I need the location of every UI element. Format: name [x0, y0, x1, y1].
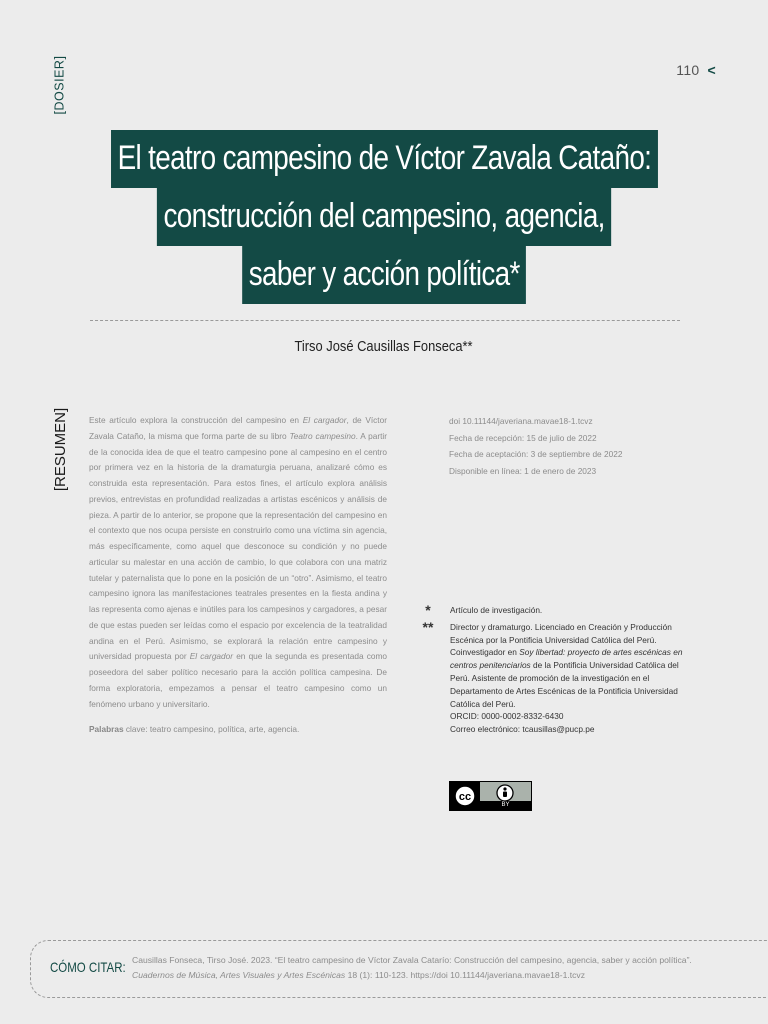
- footnote-1: [415, 604, 695, 617]
- title-text-3: saber y acción política*: [242, 246, 526, 304]
- footnote-mark-1: *: [425, 602, 431, 618]
- abstract-work-title-2: Teatro campesino: [289, 430, 356, 441]
- attribution-person-icon: [496, 784, 514, 802]
- footnotes: [415, 604, 695, 740]
- abstract-seg-3: . A partir de la conocida idea de que el teatro campesino pone al campesino en el centro por primera vez en la historia de la dramaturgia peruana, analizaré cómo es construida esta representación. Para estos fines, el artículo explora análisis previos, entrevistas en profundidad realizadas a artistas escénicos y análisis de pieza. A partir de lo anterior, se propone que la representación del campesino en el contexto que nos ocupa persiste en construirlo como una víctima sin agencia, más específicamente, como aquel que desconoce su condición y no puede articular su malestar en una acción de cambio, lo que colabora con una matriz tutelar y paternalista que lo pone en la posición de un “otro”. Asimismo, el teatro campesino ignora las manifestaciones teatrales presentes en la fiesta andina y las representa como ajenas e inútiles para los campesinos y cargadores, a pesar de que estas pueden ser leídas como el espacio por excelencia de la teatralidad andina en el Perú. Asimismo, se explorará la relación entre campesino y universidad propuesta por: [89, 430, 387, 662]
- abstract-tag-text: [RESUMEN]: [52, 407, 70, 491]
- page-number: [676, 62, 716, 78]
- footnote-text-1: Artículo de investigación.: [450, 605, 543, 615]
- doi-link[interactable]: doi 10.11144/javeriana.mavae18-1.tcvz: [449, 416, 593, 426]
- citation-label-text: CÓMO CITAR:: [50, 959, 126, 975]
- abstract-work-title-1: El cargador: [302, 415, 347, 425]
- received-date: Fecha de recepción: 15 de julio de 2022: [449, 432, 597, 443]
- citation-label: [50, 959, 142, 975]
- section-tag: [44, 55, 74, 115]
- creative-commons-by-icon[interactable]: [449, 781, 532, 811]
- keywords: [89, 724, 389, 734]
- article-title-line-1: [0, 130, 768, 188]
- footnote-2: [415, 618, 695, 736]
- page-number-text: 110: [676, 62, 700, 78]
- citation-seg-1: Causillas Fonseca, Tirso José. 2023. “El teatro campesino de Víctor Zavala Catarío: Construcción del campesino, agencia, saber y acción política”.: [132, 955, 692, 965]
- footnote-2-seg-2: de la Pontificia Universidad Católica del Perú. Asistente de promoción de la investigación en el Departamento de Artes Escénicas de la Pontificia Universidad Católica del Perú.: [450, 660, 679, 709]
- by-label: BY: [480, 801, 531, 810]
- cc-logo: [450, 782, 480, 810]
- abstract-body: [89, 413, 387, 712]
- section-tag-text: [DOSIER]: [52, 55, 66, 115]
- footnote-text-2: [450, 621, 695, 736]
- title-text-2: construcción del campesino, agencia,: [157, 188, 611, 246]
- chevron-left-icon[interactable]: <: [707, 62, 716, 78]
- dashed-divider: [90, 320, 680, 321]
- abstract-seg-4: en que la segunda es presentada como poseedora del saber político necesario para la acción política campesina. De forma exploratoria, empezamos a pensar el teatro campesino como un fenómeno urbano y universitario.: [89, 651, 387, 709]
- title-text-1: El teatro campesino de Víctor Zavala Cataño:: [111, 130, 658, 188]
- online-date: Disponible en línea: 1 de enero de 2023: [449, 465, 597, 476]
- citation-seg-2: 18 (1): 110-123. https://doi 10.11144/javeriana.mavae18-1.tcvz: [345, 969, 586, 980]
- article-title-line-2: [0, 188, 768, 246]
- footnote-2-seg-1: Director y dramaturgo. Licenciado en Creación y Producción Escénica por la Pontificia Universidad Católica del Perú. Coinvestigador en: [450, 621, 672, 658]
- accepted-date: Fecha de aceptación: 3 de septiembre de 2022: [449, 449, 623, 459]
- article-metadata: [449, 413, 709, 479]
- citation-journal: Cuadernos de Música, Artes Visuales y Artes Escénicas: [132, 969, 346, 980]
- footnote-2-project: Soy libertad: proyecto de artes escénicas en centros penitenciarios: [450, 647, 683, 671]
- abstract-tag: [44, 407, 78, 491]
- citation-text: [132, 953, 692, 982]
- email[interactable]: Correo electrónico: tcausillas@pucp.pe: [450, 724, 595, 735]
- abstract-work-title-3: El cargador: [189, 651, 234, 662]
- author-name: [0, 338, 768, 355]
- article-title-line-3: [0, 246, 768, 304]
- orcid[interactable]: ORCID: 0000-0002-8332-6430: [450, 711, 564, 722]
- cc-text: cc: [458, 791, 472, 803]
- keywords-label: Palabras: [89, 724, 124, 734]
- abstract-seg-2: , de Víctor Zavala Cataño, la misma que forma parte de su libro: [89, 415, 387, 441]
- abstract-seg-1: Este artículo explora la construcción del campesino en: [89, 415, 303, 425]
- author-text: Tirso José Causillas Fonseca**: [294, 338, 474, 355]
- keywords-text: clave: teatro campesino, política, arte, agencia.: [123, 724, 300, 734]
- footnote-mark-2: **: [422, 618, 434, 635]
